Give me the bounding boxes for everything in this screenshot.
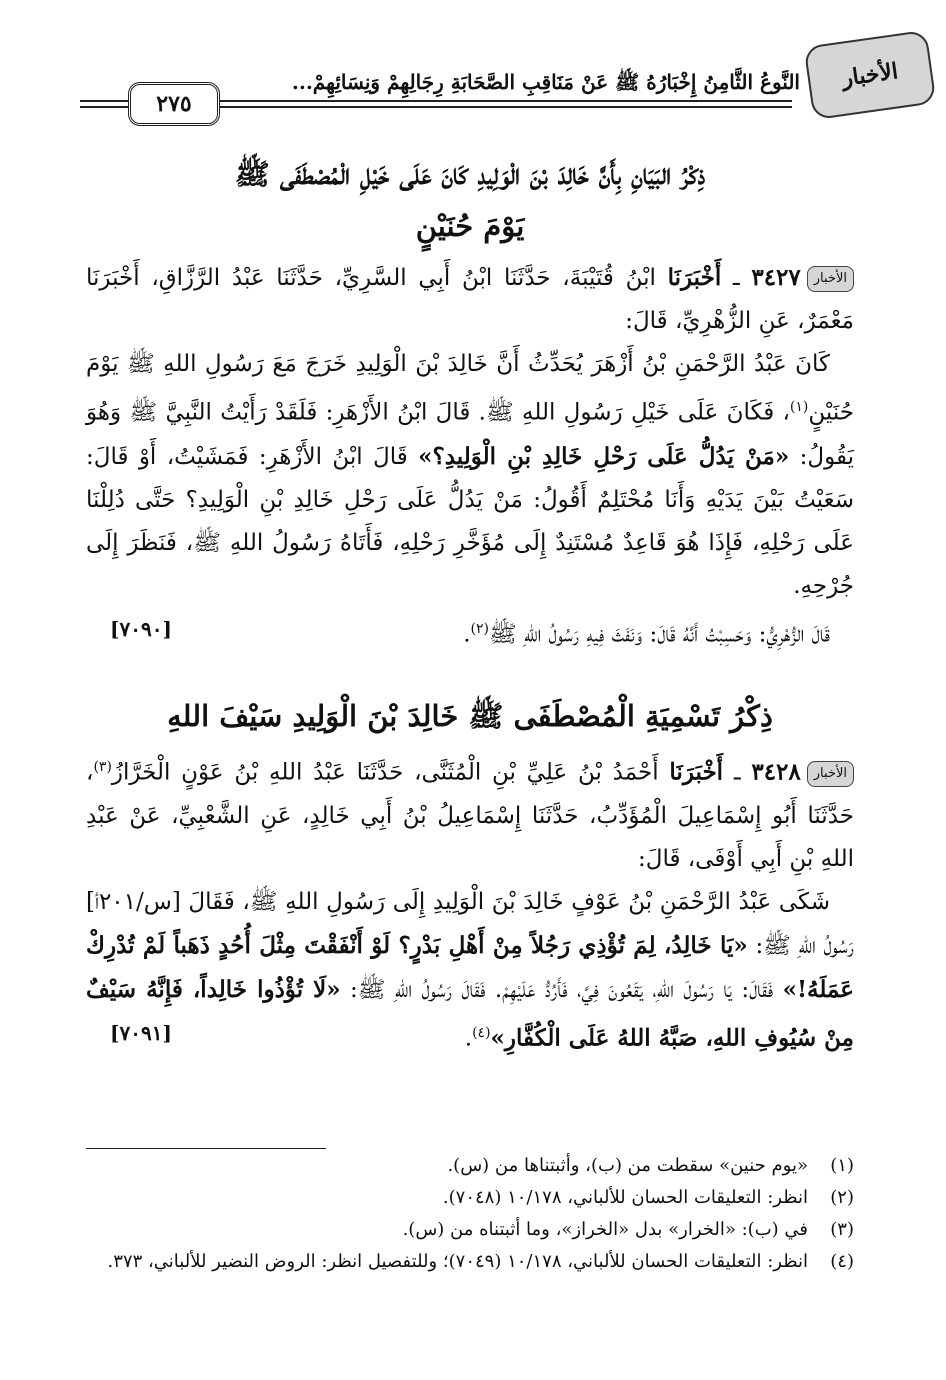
footnote-number: (١): [830, 1155, 854, 1176]
matn: [86, 343, 854, 608]
hadith-3427: [86, 256, 854, 656]
matn-text: ، فَكَانَ عَلَى خَيْلِ رَسُولِ اللهِ ﷺ. قَالَ ابْنُ الأَزْهَرِ: فَلَقَدْ رَأَيْتُ النَّبِيَّ ﷺ وَهُوَ يَقُولُ:: [86, 399, 855, 470]
footnote-text: «يوم حنين» سقطت من (ب)، وأثبتناها من (س).: [447, 1155, 808, 1176]
hadith-3428: [86, 746, 854, 1060]
footnote-mark: (٣): [93, 759, 112, 775]
footnote-separator: [86, 1148, 326, 1149]
footnote-text: انظر: التعليقات الحسان للألباني، ١٠/١٧٨ (٧٠٤٨).: [442, 1187, 808, 1208]
matn-text: شَكَى عَبْدُ الرَّحْمَنِ بْنُ عَوْفٍ خَالِدَ بْنَ الْوَلِيدِ إِلَى رَسُولِ اللهِ ﷺ، فَقَالَ [س/٢٠١أ] رَسُولُ اللهِ ﷺ:: [86, 888, 854, 959]
running-title: النَّوعُ الثَّامِنُ إِخْبَارُهُ ﷺ عَنْ مَنَاقِبِ الصَّحَابَةِ رِجَالِهِمْ وَنِسَائِهِمْ...: [291, 70, 800, 94]
matn-text: فَقَالَ: يَا رَسُولَ اللهِ، يَقَعُونَ فِيَّ، فَأَرُدُّ عَلَيْهِمْ. فَقَالَ رَسُولُ اللهِ ﷺ:: [350, 976, 774, 1003]
isnad-text: ابْنُ قُتَيْبَةَ، حَدَّثَنَا ابْنُ أَبِي السَّرِيِّ، حَدَّثَنَا عَبْدُ الرَّزَّاقِ، أَخْبَرَنَا مَعْمَرٌ، عَنِ الزُّهْرِيِّ، قَالَ:: [86, 265, 854, 334]
isnad-lead: أَخْبَرَنَا: [669, 758, 724, 786]
matn-text: قَالَ الزُّهْرِيُّ: وَحَسِبْتُ أَنَّهُ قَالَ: وَنَفَثَ فِيهِ رَسُولُ اللهِ ﷺ: [489, 621, 830, 648]
footnote-mark: (١): [789, 399, 809, 415]
isnad-text: ، حَدَّثَنَا أَبُو إِسْمَاعِيلَ الْمُؤَدِّبُ، حَدَّثَنَا إِسْمَاعِيلُ بْنُ أَبِي خَالِدٍ، عَنِ الشَّعْبِيِّ، عَنْ عَبْدِ اللهِ بْنِ أَبِي أَوْفَى، قَالَ:: [86, 759, 854, 872]
matn-end: [٧٠٩٠] قَالَ الزُّهْرِيُّ: وَحَسِبْتُ أَنَّهُ قَالَ: وَنَفَثَ فِيهِ رَسُولُ اللهِ ﷺ$^{(٢)}$.: [86, 608, 854, 657]
isnad: الأخبار٣٤٢٨ ـ أَخْبَرَنَا أَحْمَدُ بْنُ عَلِيِّ بْنِ الْمُثَنَّى، حَدَّثَنَا عَبْدُ اللهِ بْنُ عَوْنٍ الْخَرَّازُ$^{(٣)}$، حَدَّثَنَا أَبُو إِسْمَاعِيلَ الْمُؤَدِّبُ، حَدَّثَنَا إِسْمَاعِيلُ بْنُ أَبِي خَالِدٍ، عَنِ الشَّعْبِيِّ، عَنْ عَبْدِ اللهِ بْنِ أَبِي أَوْفَى، قَالَ:: [86, 758, 854, 872]
matn-text: كَانَ عَبْدُ الرَّحْمَنِ بْنُ أَزْهَرَ يُحَدِّثُ أَنَّ خَالِدَ بْنَ الْوَلِيدِ خَرَجَ مَعَ رَسُولِ اللهِ ﷺ يَوْمَ حُنَيْنٍ: [86, 351, 854, 426]
footnote: [86, 1150, 854, 1182]
footnote-mark: (٤): [472, 1024, 491, 1041]
section-badge: الأخبار: [803, 30, 936, 121]
footnote-text: انظر: التعليقات الحسان للألباني، ١٠/١٧٨ (٧٠٤٩)؛ وللتفصيل انظر: الروض النضير للألباني، ٣٧٣.: [107, 1251, 808, 1272]
footnote-mark: (٢): [470, 620, 490, 637]
page-header: [80, 38, 932, 128]
hadith-number: ٣٤٢٧: [751, 264, 801, 291]
akhbar-chip: الأخبار: [807, 761, 854, 787]
page-number: ٢٧٥: [128, 82, 220, 126]
isnad-lead: أَخْبَرَنَا: [667, 264, 722, 291]
matn-text: قَالَ ابْنُ الأَزْهَرِ: فَمَشَيْتُ، أَوْ قَالَ: سَعَيْتُ بَيْنَ يَدَيْهِ وَأَنَا مُحْتَلِمٌ أَقُولُ: مَنْ يَدُلُّ عَلَى رَحْلِ خَالِدِ بْنِ الْوَلِيدِ؟ حَتَّى دُلِلْنَا عَلَى رَحْلِهِ، فَإِذَا هُوَ قَاعِدٌ مُسْتَنِدٌ إِلَى مُؤَخَّرِ رَحْلِهِ، فَأَتَاهُ رَسُولُ اللهِ ﷺ، فَنَظَرَ إِلَى جُرْحِهِ.: [86, 443, 854, 599]
isnad-text: أَحْمَدُ بْنُ عَلِيِّ بْنِ الْمُثَنَّى، حَدَّثَنَا عَبْدُ اللهِ بْنُ عَوْنٍ الْخَرَّازُ: [111, 759, 659, 786]
matn: شَكَى عَبْدُ الرَّحْمَنِ بْنُ عَوْفٍ خَالِدَ بْنَ الْوَلِيدِ إِلَى رَسُولِ اللهِ ﷺ، فَقَالَ [س/٢٠١أ] رَسُولُ اللهِ ﷺ: «يَا خَالِدُ، لِمَ تُؤْذِي رَجُلاً مِنْ أَهْلِ بَدْرٍ؟ لَوْ أَنْفَقْتَ مِثْلَ أُحُدٍ ذَهَباً لَمْ تُدْرِكْ عَمَلَهُ!» فَقَالَ: يَا رَسُولَ اللهِ، يَقَعُونَ فِيَّ، فَأَرُدُّ عَلَيْهِمْ. فَقَالَ رَسُولُ اللهِ ﷺ: «لَا تُؤْذُوا خَالِداً، فَإِنَّهُ سَيْفٌ مِنْ سُيُوفِ اللهِ، صَبَّهُ اللهُ عَلَى الْكُفَّارِ»$^{(٤)}$. [٧٠٩١]: [86, 881, 854, 1061]
section-heading: ذِكْرُ تَسْمِيَةِ الْمُصْطَفَى ﷺ خَالِدَ بْنَ الْوَلِيدِ سَيْفَ اللهِ: [167, 699, 773, 733]
footnote-text: في (ب): «الخرار» بدل «الخراز»، وما أثبتناه من (س).: [402, 1219, 808, 1240]
footnote-number: (٤): [830, 1251, 854, 1272]
footnote-number: (٢): [830, 1187, 854, 1208]
heading-line: يَوْمَ حُنَيْنٍ: [415, 209, 525, 243]
footnote-number: (٣): [830, 1219, 854, 1240]
hadith-ref: [٧٠٩٠]: [110, 616, 172, 641]
hadith-ref: [٧٠٩١]: [110, 1020, 172, 1045]
section-heading: [86, 148, 854, 252]
isnad: الأخبار٣٤٢٧ ـ أَخْبَرَنَا ابْنُ قُتَيْبَةَ، حَدَّثَنَا ابْنُ أَبِي السَّرِيِّ، حَدَّثَنَا عَبْدُ الرَّزَّاقِ، أَخْبَرَنَا مَعْمَرٌ، عَنِ الزُّهْرِيِّ، قَالَ:: [86, 264, 854, 334]
hadith-number: ٣٤٢٨: [751, 758, 801, 786]
footnote: [86, 1246, 854, 1278]
prophetic-quote: «يَا خَالِدُ، لِمَ تُؤْذِي رَجُلاً مِنْ أَهْلِ بَدْرٍ؟ لَوْ أَنْفَقْتَ مِثْلَ أُحُدٍ ذَهَباً لَمْ تُدْرِكْ عَمَلَهُ!»: [86, 931, 855, 1003]
prophetic-quote: «مَنْ يَدُلُّ عَلَى رَحْلِ خَالِدِ بْنِ الْوَلِيدِ؟»: [418, 442, 790, 470]
heading-line: ذِكْرُ البَيَانِ بِأَنَّ خَالِدَ بْنَ الْوَلِيدِ كَانَ عَلَى خَيْلِ الْمُصْطَفَى ﷺ: [234, 157, 706, 191]
akhbar-chip: الأخبار: [807, 266, 854, 292]
footnote: [86, 1182, 854, 1214]
footnotes: [86, 1150, 854, 1278]
footnote: [86, 1214, 854, 1246]
prophetic-quote: «لَا تُؤْذُوا خَالِداً، فَإِنَّهُ سَيْفٌ مِنْ سُيُوفِ اللهِ، صَبَّهُ اللهُ عَلَى الْكُفَّارِ»: [86, 975, 854, 1052]
